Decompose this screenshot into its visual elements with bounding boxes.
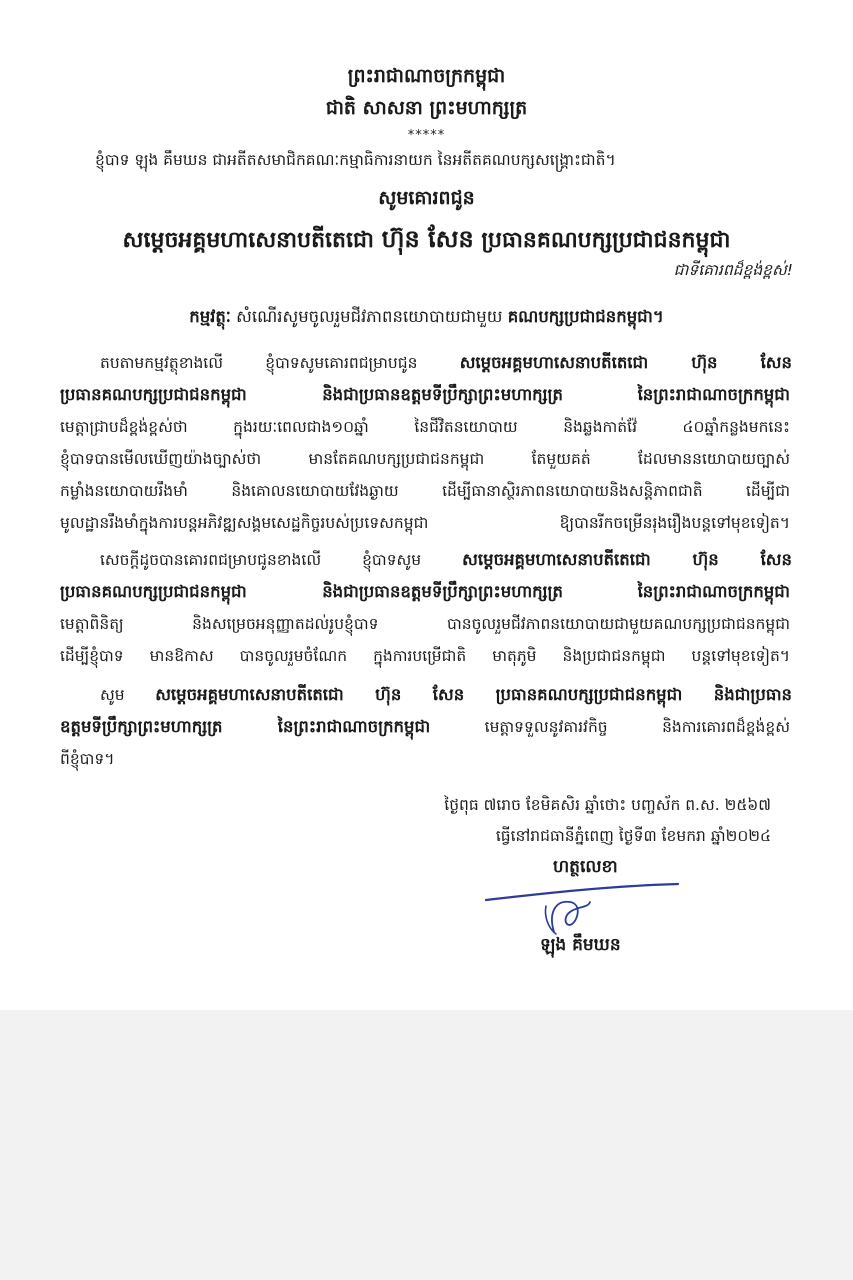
subject-party: គណបក្សប្រជាជនកម្ពុជា។ xyxy=(507,307,664,326)
addressee-position: ប្រធានគណបក្សប្រជាជនកម្ពុជា xyxy=(481,228,731,253)
p2-line-3: មេត្តាពិនិត្យ និងសម្រេចអនុញ្ញាតដល់រូបខ្ញុំបាទ បានចូលរួមជីវភាពនយោបាយជាមួយគណបក្សប្រជាជនកម្ពុជា xyxy=(60,615,790,633)
signer-name: ឡុង គឹមឃន xyxy=(540,935,621,955)
p3-line-3: ពីខ្ញុំបាទ។ xyxy=(60,750,115,768)
p2-line-1-bold: សម្តេចអគ្គមហាសេនាបតីតេជោ ហ៊ុន សែន xyxy=(462,550,792,569)
p1-line-4: ខ្ញុំបាទបានមើលឃើញយ៉ាងច្បាស់ថា មានតែគណបក្សប្រជាជនកម្ពុជា តែមួយគត់ ដែលមាននយោបាយច្បាស់ xyxy=(60,450,790,468)
p2-line-2 xyxy=(60,582,790,606)
respect-closing: ជាទីគោរពដ៏ខ្ពង់ខ្ពស់! xyxy=(673,261,793,279)
addressee-line xyxy=(0,224,853,259)
addressee-title: សម្តេចអគ្គមហាសេនាបតីតេជោ xyxy=(122,228,374,253)
p1-line-2-bold: ប្រធានគណបក្សប្រជាជនកម្ពុជា និងជាប្រធានឧត្តមទីប្រឹក្សាព្រះមហាក្សត្រ xyxy=(60,385,563,404)
p3-line-1 xyxy=(100,685,792,709)
p2-line-2-bold-b: នៃព្រះរាជាណាចក្រកម្ពុជា xyxy=(637,582,790,601)
signature-label: ហត្ថលេខា xyxy=(553,857,618,877)
handwritten-signature xyxy=(478,872,688,942)
p1-line-5: កម្លាំងនយោបាយរឹងមាំ និងគោលនយោបាយវែងឆ្ងាយ ដើម្បីធានាស្ថិរភាពនយោបាយនិងសន្តិភាពជាតិ ដើម្បីជា xyxy=(60,482,790,500)
national-motto: ជាតិ សាសនា ព្រះមហាក្សត្រ xyxy=(325,97,528,119)
intro-line: ខ្ញុំបាទ ឡុង គឹមឃន ជាអតីតសមាជិកគណៈកម្មាធិការនាយក នៃអតីតគណបក្សសង្គ្រោះជាតិ។ xyxy=(95,151,616,169)
p1-line-1-text: តបតាមកម្មវត្ថុខាងលើ ខ្ញុំបាទសូមគោរពជម្រាបជូន xyxy=(100,354,418,372)
p3-line-2-text: មេត្តាទទួលនូវគារវកិច្ច និងការគោរពដ៏ខ្ពង់ខ្ពស់ xyxy=(484,718,790,736)
addressee-name: ហ៊ុន សែន xyxy=(381,225,474,253)
lunar-date: ថ្ងៃពុធ ៧រោច ខែមិគសិរ ឆ្នាំថោះ បញ្ចស័ក ព.ស. ២៥៦៧ xyxy=(444,796,771,814)
p3-line-1-bold: សម្តេចអគ្គមហាសេនាបតីតេជោ ហ៊ុន សែន ប្រធានគណបក្សប្រជាជនកម្ពុជា និងជាប្រធាន xyxy=(155,685,792,704)
p1-line-1 xyxy=(100,353,792,377)
p1-line-3: មេត្តាជ្រាបដ៏ខ្ពង់ខ្ពស់ថា ក្នុងរយៈពេលជាង១០ឆ្នាំ នៃជីវិតនយោបាយ និងឆ្លងកាត់វ៉ែ ៤០ឆ្នាំកន្លងមកនេះ xyxy=(60,418,790,436)
salutation: សូមគោរពជូន xyxy=(378,187,475,209)
place-date: ធ្វើនៅរាជធានីភ្នំពេញ ថ្ងៃទី៣ ខែមករា ឆ្នាំ២០២៤ xyxy=(495,827,771,845)
subject-text: សំណើរសូមចូលរួមជីវភាពនយោបាយជាមួយ xyxy=(236,307,503,326)
stars-divider: ***** xyxy=(407,128,446,143)
p2-line-2-bold: ប្រធានគណបក្សប្រជាជនកម្ពុជា និងជាប្រធានឧត្តមទីប្រឹក្សាព្រះមហាក្សត្រ xyxy=(60,582,563,601)
p1-line-2 xyxy=(60,385,790,409)
subject-line xyxy=(0,307,853,331)
p2-line-1 xyxy=(100,550,792,574)
p3-line-1-text: សូម xyxy=(100,686,125,704)
p1-line-1-bold: សម្តេចអគ្គមហាសេនាបតីតេជោ ហ៊ុន សែន xyxy=(459,353,792,372)
p3-line-2 xyxy=(60,717,790,741)
p3-line-2-bold: ឧត្តមទីប្រឹក្សាព្រះមហាក្សត្រ នៃព្រះរាជាណាចក្រកម្ពុជា xyxy=(60,717,431,736)
p1-line-2-bold-b: នៃព្រះរាជាណាចក្រកម្ពុជា xyxy=(637,385,790,404)
p1-line-6: មូលដ្ឋានរឹងមាំក្នុងការបន្តអភិវឌ្ឍសង្គមសេដ្ឋកិច្ចរបស់ប្រទេសកម្ពុជា ឱ្យបានរីកចម្រើនរុងរឿងបន្តទៅមុខទៀត។ xyxy=(60,514,790,532)
kingdom-heading: ព្រះរាជាណាចក្រកម្ពុជា xyxy=(347,65,506,87)
subject-label: កម្មវត្ថុៈ xyxy=(189,307,231,326)
p2-line-1-text: សេចក្តីដូចបានគោរពជម្រាបជូនខាងលើ ខ្ញុំបាទសូម xyxy=(100,551,422,569)
p2-line-4: ដើម្បីខ្ញុំបាទ មានឱកាស បានចូលរួមចំណែក ក្នុងការបម្រើជាតិ មាតុភូមិ និងប្រជាជនកម្ពុជា បន្តទៅមុខទៀត។ xyxy=(60,647,790,665)
